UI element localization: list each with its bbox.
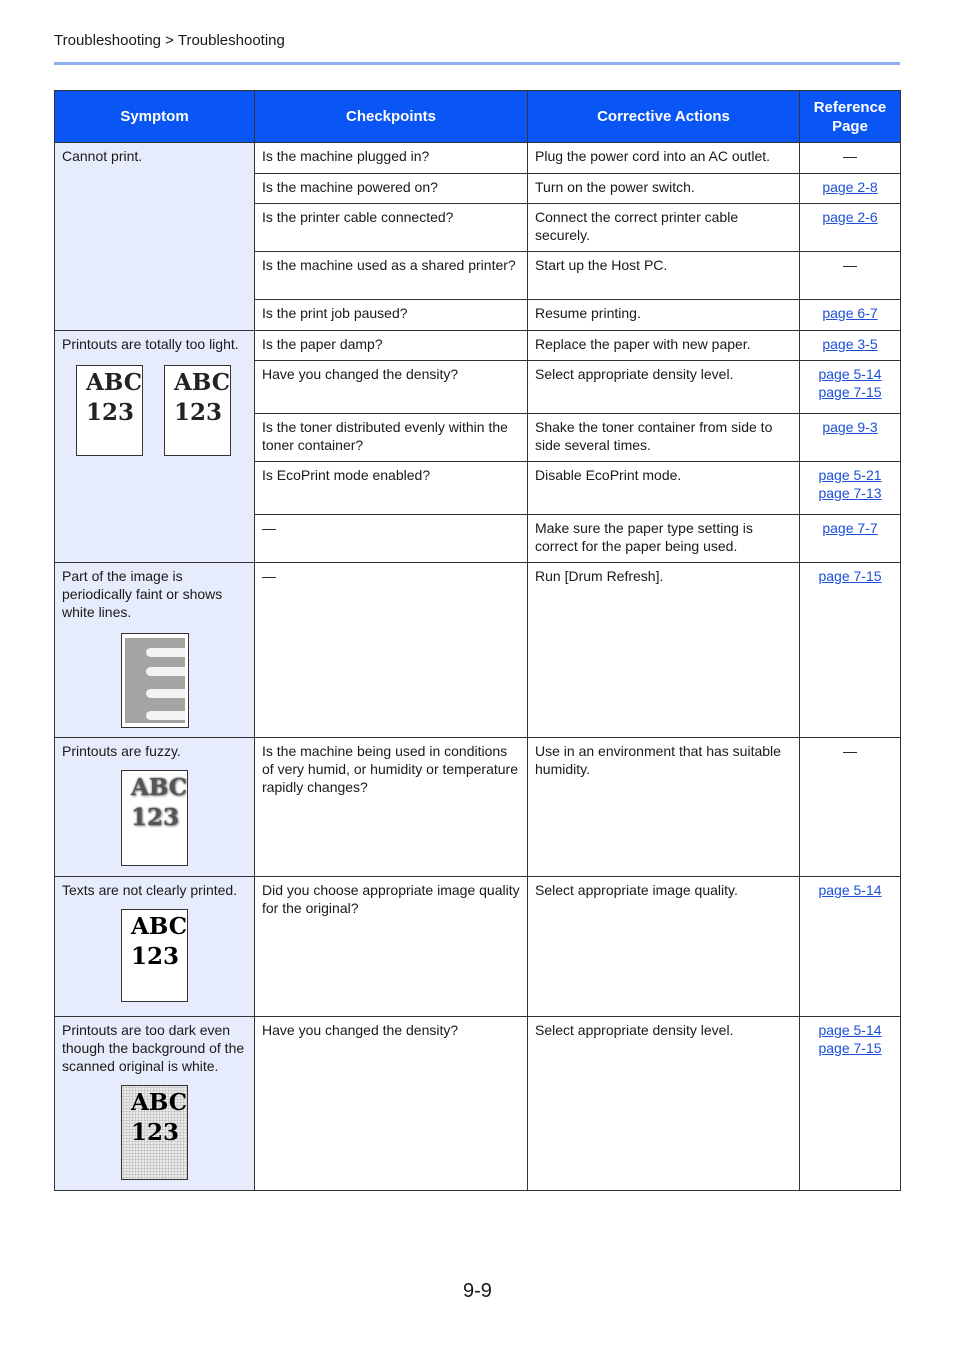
reference-cell xyxy=(800,563,901,738)
reference-link[interactable]: page 7-7 xyxy=(822,520,878,536)
reference-cell xyxy=(800,1017,901,1191)
table-header-row xyxy=(55,91,901,143)
no-reference: — xyxy=(843,148,857,164)
symptom-cell xyxy=(55,877,255,1017)
action-cell: Select appropriate density level. xyxy=(528,361,800,414)
column-header-corrective-actions: Corrective Actions xyxy=(528,91,800,143)
reference-link[interactable]: page 5-21 xyxy=(818,467,882,483)
action-cell: Plug the power cord into an AC outlet. xyxy=(528,143,800,174)
reference-link[interactable]: page 7-15 xyxy=(818,568,882,584)
symptom-text: Printouts are fuzzy. xyxy=(62,743,181,759)
troubleshooting-table xyxy=(54,90,901,1191)
action-cell: Select appropriate density level. xyxy=(528,1017,800,1191)
checkpoint-cell: — xyxy=(255,515,528,563)
reference-cell xyxy=(800,331,901,361)
checkpoint-cell: Is the printer cable connected? xyxy=(255,204,528,252)
sample-images xyxy=(62,770,247,866)
reference-link[interactable]: page 7-15 xyxy=(818,384,882,400)
table-row xyxy=(55,877,901,1017)
checkpoint-cell: Is the machine being used in conditions of very humid, or humidity or temperature rapidly changes? xyxy=(255,738,528,877)
checkpoint-cell: Is the toner distributed evenly within the toner container? xyxy=(255,414,528,462)
reference-cell xyxy=(800,300,901,331)
action-cell: Resume printing. xyxy=(528,300,800,331)
reference-cell xyxy=(800,515,901,563)
action-cell: Select appropriate image quality. xyxy=(528,877,800,1017)
sample-images xyxy=(62,1085,247,1180)
reference-cell xyxy=(800,462,901,515)
symptom-text: Cannot print. xyxy=(62,148,143,164)
reference-cell xyxy=(800,174,901,204)
checkpoint-cell: Is the print job paused? xyxy=(255,300,528,331)
sample-images xyxy=(62,909,247,1002)
fuzzy-print-sample: ABC 123 xyxy=(121,770,188,866)
checkpoint-cell: Is the machine powered on? xyxy=(255,174,528,204)
reference-link[interactable]: page 2-8 xyxy=(822,179,878,195)
symptom-cell xyxy=(55,1017,255,1191)
checkpoint-cell: — xyxy=(255,563,528,738)
checkpoint-cell: Have you changed the density? xyxy=(255,1017,528,1191)
checkpoint-cell: Is EcoPrint mode enabled? xyxy=(255,462,528,515)
light-print-sample: ABC 123 xyxy=(164,365,231,456)
action-cell: Shake the toner container from side to side several times. xyxy=(528,414,800,462)
checkpoint-cell: Is the machine plugged in? xyxy=(255,143,528,174)
checkpoint-cell: Is the paper damp? xyxy=(255,331,528,361)
action-cell: Connect the correct printer cable securely. xyxy=(528,204,800,252)
reference-link[interactable]: page 7-15 xyxy=(818,1040,882,1056)
dark-print-sample: ABC 123 xyxy=(121,1085,188,1180)
action-cell: Replace the paper with new paper. xyxy=(528,331,800,361)
light-print-sample: ABC 123 xyxy=(76,365,143,456)
no-reference: — xyxy=(843,257,857,273)
symptom-text: Printouts are too dark even though the background of the scanned original is white. xyxy=(62,1022,245,1074)
reference-link[interactable]: page 5-14 xyxy=(818,366,882,382)
table-row xyxy=(55,331,901,361)
no-reference: — xyxy=(843,743,857,759)
column-header-symptom: Symptom xyxy=(55,91,255,143)
action-cell: Turn on the power switch. xyxy=(528,174,800,204)
symptom-cell xyxy=(55,563,255,738)
action-cell: Disable EcoPrint mode. xyxy=(528,462,800,515)
column-header-reference-page: Reference Page xyxy=(800,91,901,143)
symptom-cell xyxy=(55,143,255,331)
table-row xyxy=(55,563,901,738)
reference-cell xyxy=(800,738,901,877)
action-cell: Make sure the paper type setting is correct for the paper being used. xyxy=(528,515,800,563)
reference-cell xyxy=(800,252,901,300)
white-lines-sample-image xyxy=(121,633,189,728)
sample-images xyxy=(62,633,247,728)
table-row xyxy=(55,143,901,174)
reference-cell xyxy=(800,204,901,252)
symptom-cell xyxy=(55,331,255,563)
header-divider xyxy=(54,62,900,65)
reference-link[interactable]: page 6-7 xyxy=(822,305,878,321)
symptom-text: Part of the image is periodically faint or shows white lines. xyxy=(62,568,223,620)
reference-cell xyxy=(800,143,901,174)
action-cell: Run [Drum Refresh]. xyxy=(528,563,800,738)
column-header-checkpoints: Checkpoints xyxy=(255,91,528,143)
checkpoint-cell: Have you changed the density? xyxy=(255,361,528,414)
reference-cell xyxy=(800,361,901,414)
checkpoint-cell: Is the machine used as a shared printer? xyxy=(255,252,528,300)
reference-link[interactable]: page 3-5 xyxy=(822,336,878,352)
action-cell: Use in an environment that has suitable humidity. xyxy=(528,738,800,877)
reference-link[interactable]: page 5-14 xyxy=(818,1022,882,1038)
reference-cell xyxy=(800,877,901,1017)
symptom-cell xyxy=(55,738,255,877)
page-number: 9-9 xyxy=(463,1280,492,1302)
table-row xyxy=(55,1017,901,1191)
reference-link[interactable]: page 7-13 xyxy=(818,485,882,501)
symptom-text: Printouts are totally too light. xyxy=(62,336,239,352)
action-cell: Start up the Host PC. xyxy=(528,252,800,300)
table-row xyxy=(55,738,901,877)
breadcrumb: Troubleshooting > Troubleshooting xyxy=(54,32,285,49)
checkpoint-cell: Did you choose appropriate image quality for the original? xyxy=(255,877,528,1017)
reference-link[interactable]: page 2-6 xyxy=(822,209,878,225)
reference-link[interactable]: page 5-14 xyxy=(818,882,882,898)
reference-cell xyxy=(800,414,901,462)
symptom-text: Texts are not clearly printed. xyxy=(62,882,238,898)
sample-images xyxy=(76,365,247,456)
unclear-print-sample: ABC 123 xyxy=(121,909,188,1002)
reference-link[interactable]: page 9-3 xyxy=(822,419,878,435)
